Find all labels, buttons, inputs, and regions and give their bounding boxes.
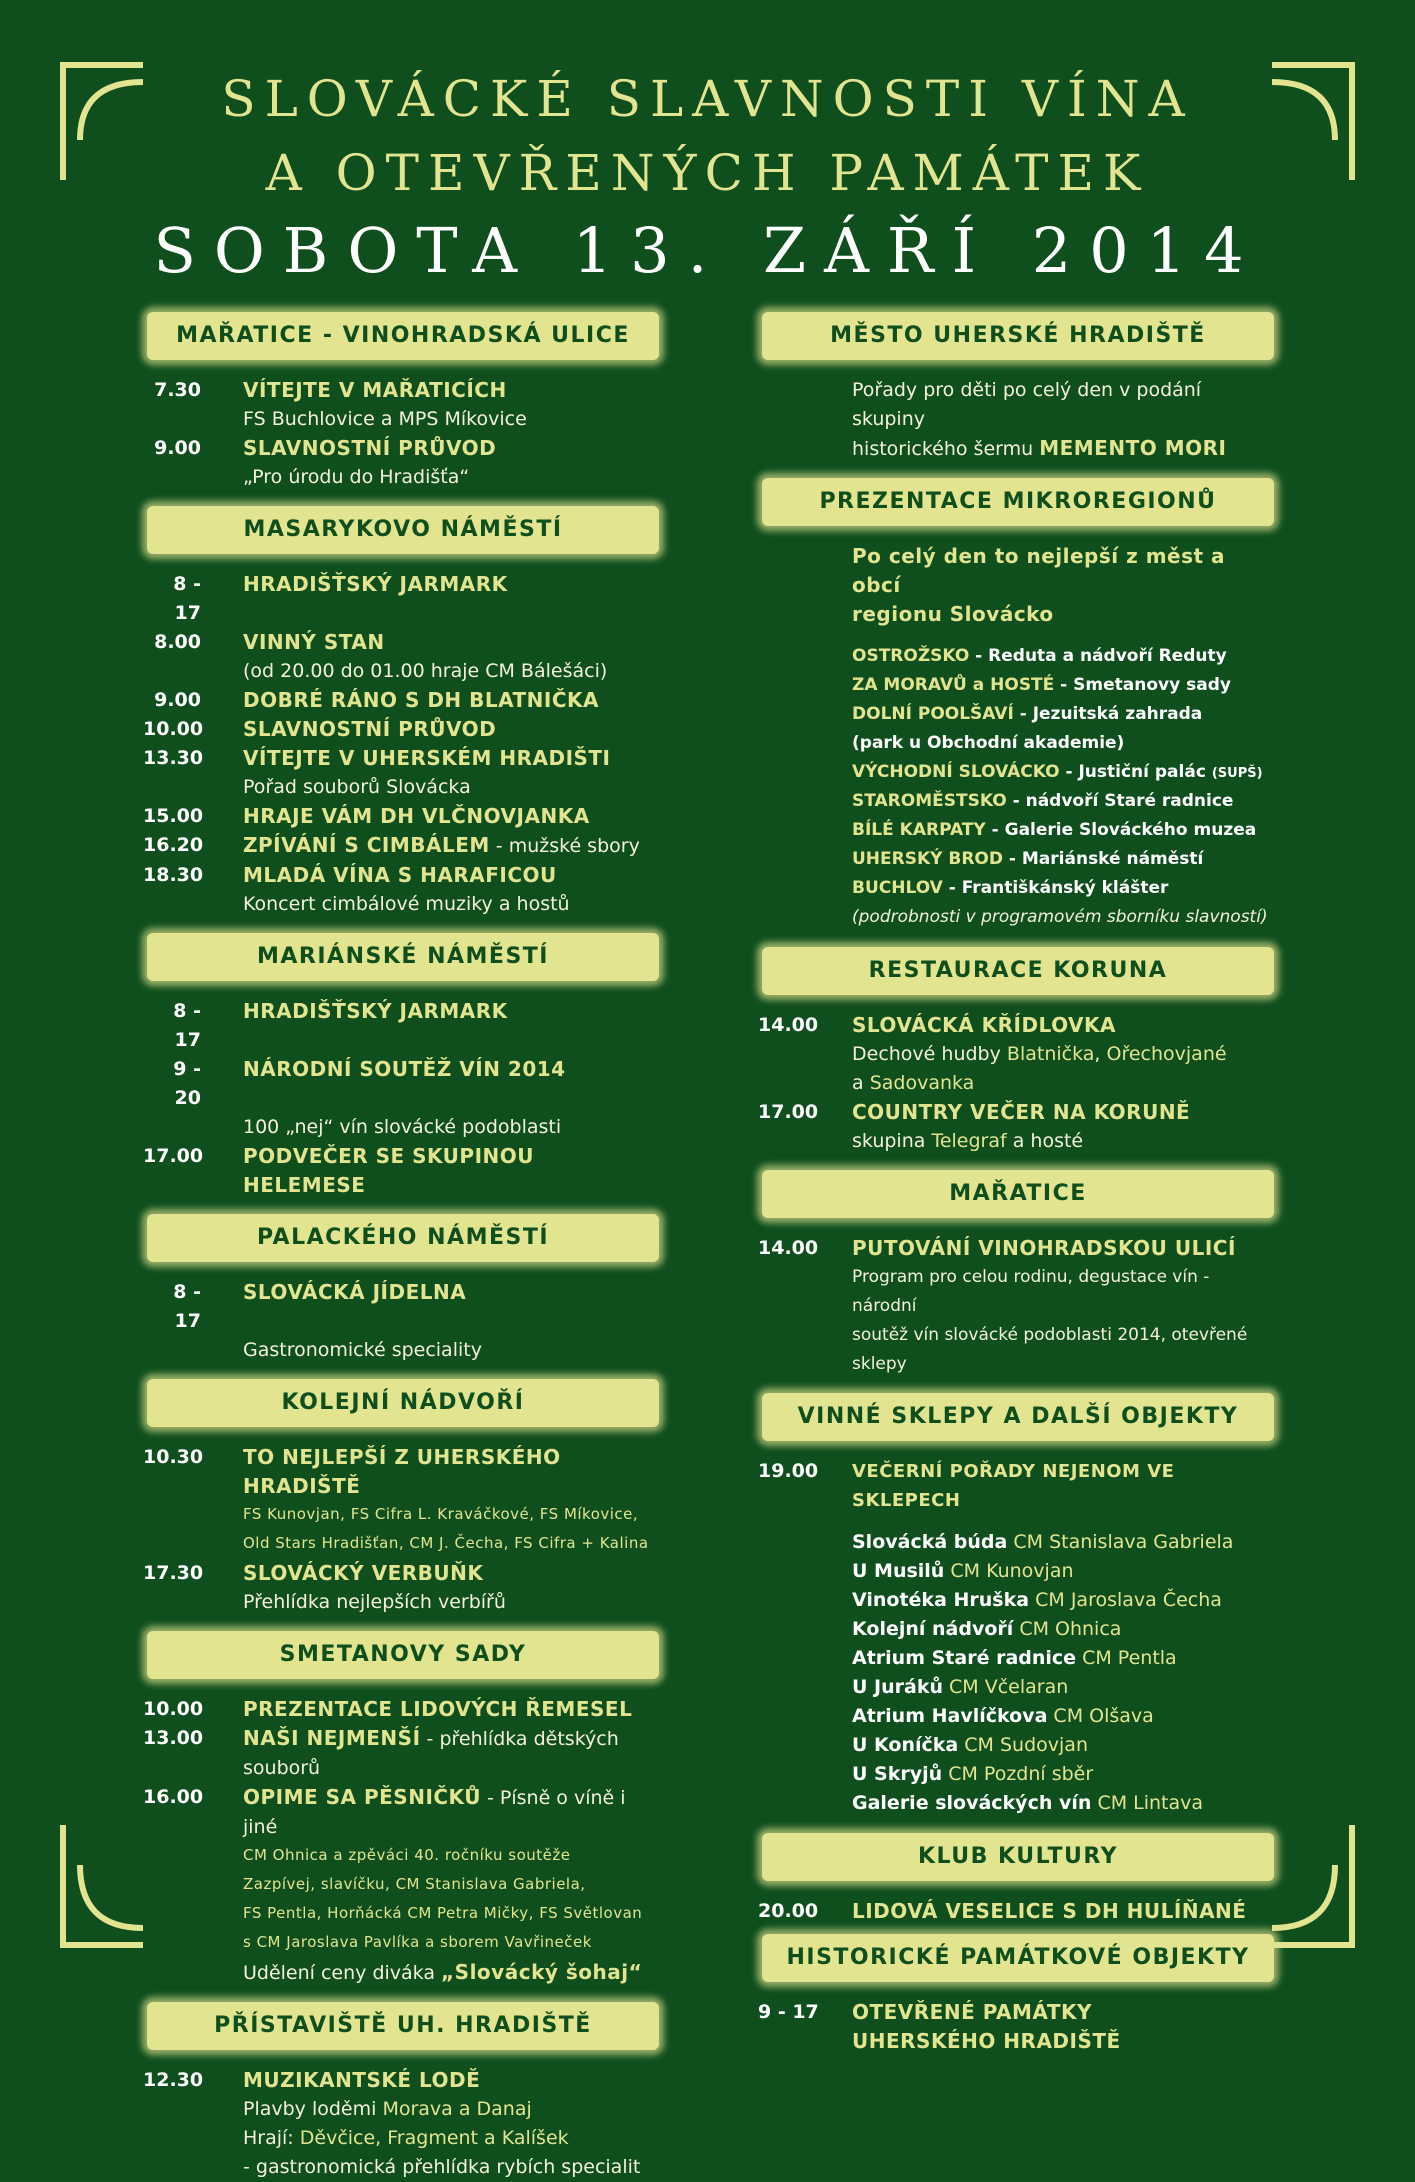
event-row (758, 1011, 1278, 1040)
event-description: Program pro celou rodinu, degustace vín - národní (852, 1267, 1210, 1316)
region-place: (park u Obchodní akademie) (852, 733, 1125, 753)
event-desc-row (143, 2095, 663, 2124)
region-place: - Reduta a nádvoří Reduty (969, 646, 1227, 666)
event-title: SLAVNOSTNÍ PRŮVOD (243, 717, 497, 741)
section-header: MAŘATICE - VINOHRADSKÁ ULICE (147, 312, 659, 360)
region-row (758, 701, 1278, 730)
section-header: PŘÍSTAVIŠTĚ UH. HRADIŠTĚ (147, 2002, 659, 2050)
performers-text: FS Pentla, Horňácká CM Petra Mičky, FS Světlovan (243, 1904, 643, 1922)
event-description: Přehlídka nejlepších verbířů (243, 1591, 506, 1613)
region-name: OSTROŽSKO (852, 646, 970, 666)
cellar-place: U Musilů (852, 1560, 945, 1582)
event-title: SLOVÁCKÁ KŘÍDLOVKA (852, 1013, 1117, 1037)
cellar-band: CM Sudovjan (958, 1734, 1088, 1756)
cellar-row (758, 1529, 1278, 1558)
event-title: OPIME SA PĚSNIČKŮ (243, 1785, 481, 1809)
event-small-row (143, 1929, 663, 1958)
region-row (758, 817, 1278, 846)
event-row (143, 570, 663, 628)
section-header: MĚSTO UHERSKÉ HRADIŠTĚ (762, 312, 1274, 360)
event-title: SLAVNOSTNÍ PRŮVOD (243, 436, 497, 460)
event-row (143, 1724, 663, 1783)
region-place: - nádvoří Staré radnice (1006, 791, 1234, 811)
event-title: HRADIŠŤSKÝ JARMARK (243, 572, 508, 596)
event-time: 8 - 17 (173, 1281, 201, 1332)
event-title: NAŠI NEJMENŠÍ (243, 1726, 421, 1750)
event-title: UHERSKÉHO HRADIŠTĚ (852, 2029, 1121, 2053)
event-time: 9.00 (154, 437, 201, 459)
event-extra: - Písně o víně i jiné (243, 1787, 626, 1838)
event-desc-row (143, 1336, 663, 1365)
cellar-place: U Koníčka (852, 1734, 959, 1756)
cellar-band: CM Lintava (1091, 1792, 1204, 1814)
event-row (143, 1559, 663, 1588)
event-desc-row (143, 773, 663, 802)
region-row (758, 875, 1278, 904)
event-title: VINNÝ STAN (243, 630, 385, 654)
event-title: VÍTEJTE V UHERSKÉM HRADIŠTI (243, 746, 611, 770)
region-row (758, 788, 1278, 817)
separator: , (1094, 1043, 1107, 1065)
event-description: Pořady pro děti po celý den v podání skupiny (852, 379, 1202, 430)
region-name: UHERSKÝ BROD (852, 849, 1003, 869)
cellar-row (758, 1761, 1278, 1790)
event-title: SLOVÁCKÝ VERBUŇK (243, 1561, 484, 1585)
section-header: PREZENTACE MIKROREGIONŮ (762, 478, 1274, 526)
cellar-row (758, 1587, 1278, 1616)
event-desc-row (143, 2124, 663, 2153)
region-place: - Galerie Slováckého muzea (985, 820, 1257, 840)
event-time: 19.00 (758, 1460, 819, 1482)
event-title: VÍTEJTE V MAŘATICÍCH (243, 378, 507, 402)
event-row (758, 1234, 1278, 1263)
event-row (143, 744, 663, 773)
event-time: 8 - 17 (173, 1000, 201, 1051)
region-row (758, 643, 1278, 672)
title-line-2: A OTEVŘENÝCH PAMÁTEK (265, 144, 1150, 202)
event-small-row (143, 1900, 663, 1929)
section-header: PALACKÉHO NÁMĚSTÍ (147, 1214, 659, 1262)
event-description: Pořad souborů Slovácka (243, 776, 471, 798)
cellar-band: CM Kunovjan (944, 1560, 1074, 1582)
event-row (758, 1998, 1278, 2027)
cellar-place: U Juráků (852, 1676, 943, 1698)
event-time: 9 - 20 (173, 1058, 201, 1109)
event-time: 14.00 (758, 1237, 819, 1259)
event-description: a hosté (1006, 1130, 1084, 1152)
boat-names: Morava a Danaj (382, 2098, 532, 2120)
event-desc-row (758, 376, 1278, 434)
left-column (143, 312, 663, 2182)
event-time: 15.00 (143, 805, 204, 827)
section-header: KLUB KULTURY (762, 1833, 1274, 1881)
event-row (143, 628, 663, 657)
region-place: - Mariánské náměstí (1003, 849, 1204, 869)
note-row (758, 904, 1278, 933)
performers-text: CM Ohnica a zpěváci 40. ročníku soutěže (243, 1846, 571, 1864)
event-description: Plavby loděmi (243, 2098, 383, 2120)
event-title: HRAJE VÁM DH VLČNOVJANKA (243, 804, 590, 828)
event-description: „Pro úrodu do Hradišťa“ (243, 466, 470, 488)
cellar-row (758, 1790, 1278, 1819)
event-description: Hrají: (243, 2127, 300, 2149)
event-description: skupina (852, 1130, 932, 1152)
cellar-list (758, 1529, 1278, 1819)
section-header: SMETANOVY SADY (147, 1631, 659, 1679)
band-names: Děvčice, Fragment a Kalíšek (299, 2127, 569, 2149)
group-name: MEMENTO MORI (1039, 436, 1227, 460)
cellar-band: CM Ohnica (1013, 1618, 1122, 1640)
event-title: PREZENTACE LIDOVÝCH ŘEMESEL (243, 1697, 633, 1721)
cellar-place: Kolejní nádvoří (852, 1618, 1014, 1640)
region-name: STAROMĚSTSKO (852, 791, 1007, 811)
event-desc-row (758, 1040, 1278, 1069)
region-intro: Po celý den to nejlepší z měst a obcí (852, 544, 1226, 597)
event-row (143, 802, 663, 831)
performers-text: Old Stars Hradišťan, CM J. Čecha, FS Cifra + Kalina (243, 1534, 649, 1552)
event-row (143, 434, 663, 463)
cellar-band: CM Pozdní sběr (942, 1763, 1094, 1785)
cellar-band: CM Jaroslava Čecha (1029, 1589, 1222, 1611)
event-title: COUNTRY VEČER NA KORUNĚ (852, 1100, 1191, 1124)
section-header: VINNÉ SKLEPY A DALŠÍ OBJEKTY (762, 1393, 1274, 1441)
band-name: Ořechovjané (1106, 1043, 1227, 1065)
event-title: PUTOVÁNÍ VINOHRADSKOU ULICÍ (852, 1236, 1236, 1260)
intro-row (758, 600, 1278, 629)
event-time: 17.00 (143, 1145, 204, 1167)
cellar-place: Vinotéka Hruška (852, 1589, 1030, 1611)
corner-ornament-bottom-left (58, 1820, 148, 1950)
title-line-1: SLOVÁCKÉ SLAVNOSTI VÍNA (221, 70, 1194, 128)
event-row (143, 861, 663, 890)
event-title: NÁRODNÍ SOUTĚŽ VÍN 2014 (243, 1057, 566, 1081)
event-row (758, 1897, 1278, 1926)
event-time: 16.20 (143, 834, 204, 856)
region-row (758, 672, 1278, 701)
event-desc-row (758, 1321, 1278, 1379)
event-small-row (143, 1842, 663, 1871)
cellar-row (758, 1703, 1278, 1732)
event-row (143, 1443, 663, 1501)
cellar-band: CM Pentla (1076, 1647, 1177, 1669)
event-title: SLOVÁCKÁ JÍDELNA (243, 1280, 467, 1304)
event-title: OTEVŘENÉ PAMÁTKY (852, 2000, 1092, 2024)
event-row (143, 1055, 663, 1113)
event-description: Dechové hudby (852, 1043, 1007, 1065)
event-time: 17.30 (143, 1562, 204, 1584)
region-name: BUCHLOV (852, 878, 943, 898)
event-row (143, 1695, 663, 1724)
event-desc-row (758, 1127, 1278, 1156)
performers-text: Zazpívej, slavíčku, CM Stanislava Gabriela, (243, 1875, 586, 1893)
event-small-row (143, 1501, 663, 1530)
band-name: Telegraf (931, 1130, 1007, 1152)
festival-date: SOBOTA 13. ZÁŘÍ 2014 (153, 214, 1262, 287)
band-name: Sadovanka (869, 1072, 975, 1094)
cellar-row (758, 1645, 1278, 1674)
cellar-place: Atrium Staré radnice (852, 1647, 1077, 1669)
section-header: KOLEJNÍ NÁDVOŘÍ (147, 1379, 659, 1427)
cellar-row (758, 1674, 1278, 1703)
event-time: 12.30 (143, 2069, 204, 2091)
event-time: 10.00 (143, 1698, 204, 1720)
event-desc-row (143, 2153, 663, 2182)
region-row (758, 730, 1278, 759)
event-title: MUZIKANTSKÉ LODĚ (243, 2068, 481, 2092)
event-title: HRADIŠŤSKÝ JARMARK (243, 999, 508, 1023)
event-description: a (852, 1072, 870, 1094)
event-description: (od 20.00 do 01.00 hraje CM Bálešáci) (243, 660, 608, 682)
event-row (758, 1457, 1278, 1515)
event-description: FS Buchlovice a MPS Míkovice (243, 408, 527, 430)
event-row (143, 831, 663, 861)
event-desc-row (143, 890, 663, 919)
event-time: 9 - 17 (758, 2001, 819, 2023)
region-name: VÝCHODNÍ SLOVÁCKO (852, 762, 1060, 782)
cellar-place: U Skryjů (852, 1763, 943, 1785)
region-place: - Jezuitská zahrada (1013, 704, 1203, 724)
event-title: TO NEJLEPŠÍ Z UHERSKÉHO HRADIŠTĚ (243, 1445, 561, 1498)
event-time: 17.00 (758, 1101, 819, 1123)
event-desc-row (143, 405, 663, 434)
cellar-place: Atrium Havlíčkova (852, 1705, 1048, 1727)
event-title: ZPÍVÁNÍ S CIMBÁLEM (243, 833, 490, 857)
region-name: ZA MORAVŮ a HOSTÉ (852, 675, 1055, 695)
section-header: RESTAURACE KORUNA (762, 947, 1274, 995)
cellar-band: CM Olšava (1047, 1705, 1154, 1727)
event-row (143, 2066, 663, 2095)
event-extra: - mužské sbory (489, 835, 640, 857)
event-description: Koncert cimbálové muziky a hostů (243, 893, 570, 915)
cellar-band: CM Včelaran (943, 1676, 1069, 1698)
cellar-row (758, 1558, 1278, 1587)
right-column (758, 312, 1278, 2056)
event-desc-row (143, 1588, 663, 1617)
award-text: Udělení ceny diváka (243, 1962, 442, 1984)
event-time: 16.00 (143, 1786, 204, 1808)
performers-text: s CM Jaroslava Pavlíka a sborem Vavřineček (243, 1933, 592, 1951)
event-row (143, 1278, 663, 1336)
section-header: HISTORICKÉ PAMÁTKOVÉ OBJEKTY (762, 1934, 1274, 1982)
event-desc-row (143, 1958, 663, 1988)
event-row (143, 686, 663, 715)
festival-title (0, 62, 1415, 210)
region-place: - Františkánský klášter (942, 878, 1169, 898)
region-intro: regionu Slovácko (852, 602, 1054, 626)
event-time: 8.00 (154, 631, 201, 653)
cellar-row (758, 1732, 1278, 1761)
event-small-row (143, 1530, 663, 1559)
event-small-row (143, 1871, 663, 1900)
event-desc-row (758, 1069, 1278, 1098)
corner-ornament-bottom-right (1267, 1820, 1357, 1950)
event-row (143, 1783, 663, 1842)
event-time: 18.30 (143, 864, 204, 886)
event-time: 13.30 (143, 747, 204, 769)
cellar-place: Galerie slováckých vín (852, 1792, 1092, 1814)
award-name: „Slovácký šohaj“ (441, 1960, 643, 1984)
region-name: BÍLÉ KARPATY (852, 820, 986, 840)
section-header: MAŘATICE (762, 1170, 1274, 1218)
event-desc-row (143, 463, 663, 492)
event-row (143, 997, 663, 1055)
region-row (758, 759, 1278, 788)
event-time: 14.00 (758, 1014, 819, 1036)
event-row (758, 2027, 1278, 2056)
cellar-row (758, 1616, 1278, 1645)
event-title: VEČERNÍ POŘADY NEJENOM VE SKLEPECH (852, 1461, 1175, 1511)
performers-text: FS Kunovjan, FS Cifra L. Kraváčkové, FS Míkovice, (243, 1505, 639, 1523)
event-time: 10.00 (143, 718, 204, 740)
event-desc-row (143, 657, 663, 686)
region-row (758, 846, 1278, 875)
event-description: 100 „nej“ vín slovácké podoblasti (243, 1116, 562, 1138)
section-header: MASARYKOVO NÁMĚSTÍ (147, 506, 659, 554)
event-title: PODVEČER SE SKUPINOU HELEMESE (243, 1144, 535, 1197)
event-description: soutěž vín slovácké podoblasti 2014, otevřené sklepy (852, 1325, 1248, 1374)
cellar-place: Slovácká búda (852, 1531, 1008, 1553)
intro-row (758, 542, 1278, 600)
event-title: LIDOVÁ VESELICE S DH HULÍŇANÉ (852, 1899, 1247, 1923)
event-title: MLADÁ VÍNA S HARAFICOU (243, 863, 557, 887)
event-time: 9.00 (154, 689, 201, 711)
region-note: (SUPŠ) (1211, 766, 1263, 781)
event-time: 10.30 (143, 1446, 204, 1468)
event-desc-row (758, 1263, 1278, 1321)
event-title: DOBRÉ RÁNO S DH BLATNIČKA (243, 688, 600, 712)
region-place: - Justiční palác (1059, 762, 1212, 782)
event-description: historického šermu (852, 438, 1040, 460)
band-name: Blatnička (1006, 1043, 1095, 1065)
event-time: 20.00 (758, 1900, 819, 1922)
event-row (143, 376, 663, 405)
program-note: (podrobnosti v programovém sborníku slavností) (852, 907, 1268, 927)
event-row (143, 1142, 663, 1200)
event-description: Gastronomické speciality (243, 1339, 482, 1361)
event-desc-row (758, 434, 1278, 464)
region-name: DOLNÍ POOLŠAVÍ (852, 704, 1014, 724)
event-row (143, 715, 663, 744)
region-place: - Smetanovy sady (1054, 675, 1231, 695)
event-extra: - přehlídka dětských souborů (243, 1728, 619, 1779)
event-row (758, 1098, 1278, 1127)
event-time: 7.30 (154, 379, 201, 401)
event-time: 8 - 17 (173, 573, 201, 624)
event-description: - gastronomická přehlídka rybích specialit (243, 2156, 641, 2178)
cellar-band: CM Stanislava Gabriela (1007, 1531, 1234, 1553)
event-time: 13.00 (143, 1727, 204, 1749)
event-desc-row (143, 1113, 663, 1142)
section-header: MARIÁNSKÉ NÁMĚSTÍ (147, 933, 659, 981)
